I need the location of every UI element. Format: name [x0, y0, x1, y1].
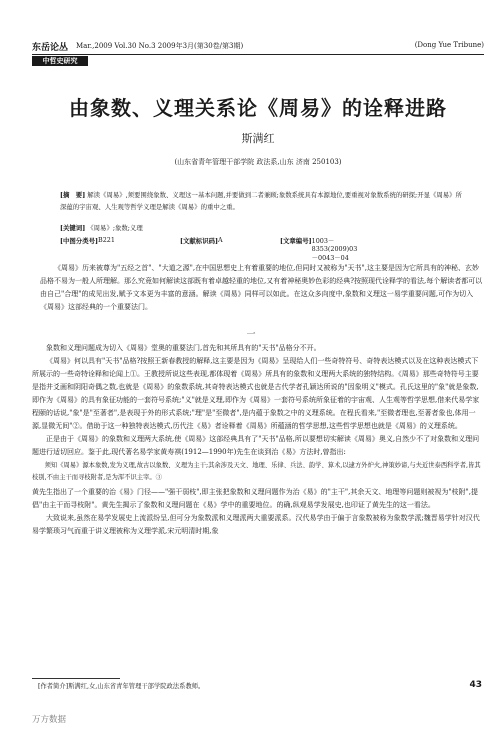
article-number-value: 1003－8353(2009)03－0043－04 — [311, 237, 358, 262]
journal-english-name: (Dong Yue Tribune) — [414, 41, 484, 49]
clc-value: B221 — [98, 236, 115, 244]
clc-code — [60, 236, 115, 245]
body-paragraph: 黄先生指出了一个重要的治《易》门径——"强干弱枝",即主张把象数和义理问题作为治《易》的"主干",其余天文、地理等问题则被视为"枝附",提倡"由主干而寻枝附"。黄先生揭示了象数和义理问题在《易》学中的重要地位。的确,纵观易学发展史,也印证了黄先生的这一看法。 — [32, 488, 478, 509]
author-affiliation: (山东省青年管理干部学院 政法系,山东 济南 250103) — [174, 158, 342, 166]
author-footnote: [作者简介]斯满红,女,山东省青年管理干部学院政法系教师。 — [38, 683, 205, 690]
footnote-rule — [32, 678, 120, 679]
journal-name: 东岳论丛 — [32, 43, 69, 53]
section-tag: 中哲史研究 — [32, 56, 88, 66]
abstract-text: 解读《周易》,须要围绕象数、义理这一基本问题,并要做到二者兼顾;象数系统具有本源地位,要重视对象数系统的研探;开显《周易》所深蕴的宇宙观、人生观等哲学义理是解读《周易》的重中之重。 — [60, 191, 462, 211]
block-quote: 须知《周易》源本象数,发为义理,故古以象数、义理为主干;其余涉及天文、地理、乐律、兵法、韵学、算术,以逮方外炉火,神策妙谛,与夫近世泰西科学者,皆其枝别,不由主干而寻枝附者,是为浑不识主宰。③ — [32, 462, 481, 481]
watermark: 万方数据 — [32, 715, 67, 725]
doc-code — [180, 236, 223, 245]
body-paragraph: 大致说来,虽然在易学发展史上流派纷呈,但可分为象数派和义理派两大重要派系。汉代易学由于偏于言象数被称为象数学派;魏晋易学针对汉代易学繁琐习气而重于讲义理被称为义理学派,宋元明清时期,象 — [32, 514, 480, 535]
abstract — [60, 190, 462, 213]
intro-paragraph: 《周易》历来被尊为"五经之首"、"大道之源",在中国思想史上有着重要的地位,但同时又被称为"天书",这主要是因为它所具有的神秘、玄妙品格不易为一般人所理解。那么究竟如何解读这部既有着卓越轻重的地位,又有着神秘奥妙色彩的经典?按照现代诠释学的看法,每个解读者都可以由自己"合理"的成见出发,赋予文本更为丰富的意涵。解读《周易》同样可以如此。在这众多向度中,象数和义理这一易学重要问题,可作为切入《周易》这部经典的一个重要法门。 — [40, 264, 483, 311]
clc-label: [中图分类号] — [60, 237, 99, 245]
body-paragraph: 正是由于《周易》的象数和义理两大系统,使《周易》这部经典具有了"天书"品格,所以要想切实解读《周易》奥义,自然少不了对象数和义理问题进行适切回应。鉴于此,现代著名易学家黄寿祺(1912—1990年)先生在谈到治《易》方法时,曾指出: — [32, 435, 480, 456]
article-number — [280, 236, 358, 262]
doc-code-label: [文献标识码] — [180, 237, 219, 245]
keywords-label: [关键词] — [60, 224, 86, 232]
article-title: 由象数、义理关系论《周易》的诠释进路 — [69, 96, 447, 120]
section-number: 一 — [246, 330, 256, 340]
running-header — [32, 40, 484, 54]
doc-code-value: A — [218, 236, 223, 244]
body-paragraph: 《周易》何以具有"天书"品格?按照王新春教授的解释,这主要是因为《周易》呈现给人们一些奇特符号、奇特表达模式以及在这种表达模式下所展示的一些奇特诠释和论闻上①。王教授所说这些表现,都体现着《周易》所具有的象数和义理两大系统的独特结构。《周易》那些奇特符号主要是指井爻画和阴阳奇偶之数,也就是《周易》的象数系统,其奇特表达模式也就是古代学者孔颖达所说的"因象明义"模式。孔氏这里的"象"就是象数,即作为《周易》的具有象征功能的一套符号系统;"义"就是义理,即作为《周易》一套符号系统所象征着的宇宙观、人生观等哲学思想,借来代易学家程颐的话说,"象"是"至著者",是表现于外的形式系统;"理"是"至微者",是内蕴于象数之中的义理系统。在程氏看来,"至微者理也,至著者象也,体用一源,显微无间"②。借助于这一种独特表达模式,历代注《易》者诠释着《周易》所蕴涵的哲学思想,这些哲学思想也就是《周易》的义理系统。 — [32, 357, 480, 430]
article-author: 斯满红 — [241, 132, 275, 145]
issue-info: Mar.,2009 Vol.30 No.3 2009年3月(第30卷/第3期) — [76, 42, 244, 50]
article-body — [32, 342, 484, 538]
abstract-label: [摘 要] — [60, 191, 86, 199]
header-rule — [32, 54, 484, 55]
page-number: 43 — [469, 680, 482, 690]
keywords — [60, 223, 462, 232]
keywords-text: 《周易》;象数;义理 — [87, 224, 143, 232]
article-number-label: [文章编号] — [280, 237, 312, 245]
body-paragraph: 象数和义理问题成为切入《周易》堂奥的重要法门,首先和其所具有的"天书"品格分不开。 — [46, 344, 321, 352]
